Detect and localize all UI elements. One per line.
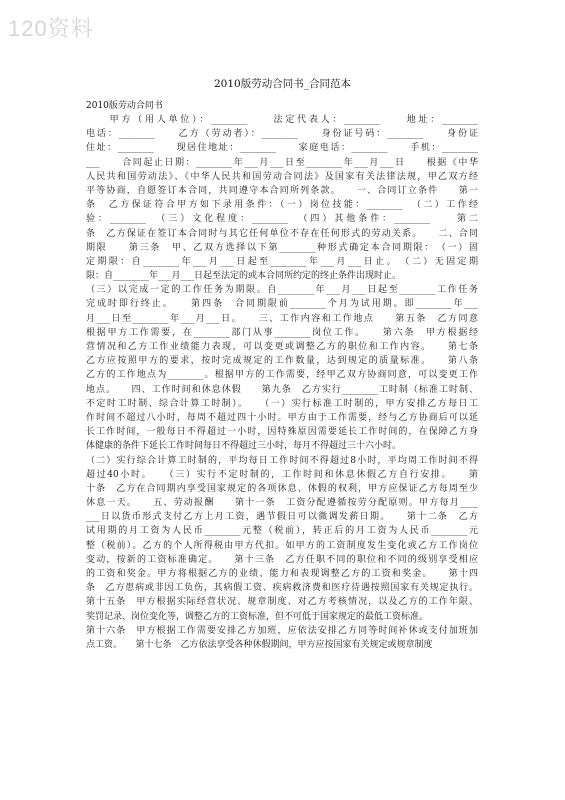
text-line: 奖罚记录、岗位变化等，调整乙方的工资标准，但不可低于国家规定的最低工资标准。 <box>86 611 429 622</box>
text-line: ___ 合同起止日期：________年___月___日至________年___月___日 根据《中华 <box>86 157 478 168</box>
text-line: 乙方的工作地点为________。根据甲方的工作需要，经甲乙双方协商同意，可以变更工作 <box>86 370 478 381</box>
text-line: 电话：________ 乙方（劳动者）：________ 身份证号码：________ 身份证 <box>86 129 478 140</box>
text-line: 长工作时间，一般每日不得超过一小时，因特殊原因需要延长工作时间的，在保障乙方身 <box>86 427 478 438</box>
text-line: 第十六条 甲方根据工作需要安排乙方加班，应依法安排乙方同等时间补休或支付加班加 <box>86 625 478 636</box>
document-title: 2010版劳动合同书_合同范本 <box>214 78 351 90</box>
text-line: 住址：________ 现居住地址：________ 家庭电话：________ 手机：________ <box>86 143 478 154</box>
text-line: （二）实行综合计算工时制的，平均每日工作时间不得超过8小时，平均周工作时间不得 <box>86 455 478 466</box>
text-line: （三）以完成一定的工作任务为期限。自________年___月___日起至________工作任务 <box>86 285 478 296</box>
text-line: 根据甲方工作需要，在________部门从事________岗位工作。 第六条 甲方根据经 <box>86 327 478 338</box>
text-line: 条 乙方保证在签订本合同时与其它任何单位不存在任何形式的劳动关系。 二、合同 <box>86 228 478 239</box>
watermark: 120资料 <box>8 16 94 41</box>
text-line: 体健康的条件下延长工作时间每日不得超过三小时，每月不得超过三十六小时。 <box>86 441 402 452</box>
text-line: 乙方应按照甲方的要求，按时完成规定的工作数量，达到规定的质量标准。 第八条 <box>86 356 478 367</box>
text-line: 十条 乙方在合同期内享受国家规定的各项休息、休假的权利，甲方应保证乙方每周至少 <box>86 483 478 494</box>
text-line: 整（税前）。乙方的个人所得税由甲方代扣。如甲方的工资制度发生变化或乙方工作岗位 <box>86 540 478 551</box>
text-line: 点工资。 第十七条 乙方依法享受各种休假期间，甲方应按国家有关规定或规章制度 <box>86 639 433 650</box>
text-line: 休息一天。 五、劳动报酬 第十一条 工资分配遵循按劳分配原则。甲方每月____ <box>86 498 478 509</box>
text-line: 试用期的月工资为人民币________元整（税前），转正后的月工资为人民币________元 <box>86 526 478 537</box>
text-line: 第十五条 甲方根据实际经营状况、规章制度、对乙方考核情况，以及乙方的工作年限、 <box>86 597 478 608</box>
text-line: 限：自________年___月___日起至法定的或本合同所约定的终止条件出现时止。 <box>86 271 402 282</box>
text-line: ___日以货币形式支付乙方上月工资，遇节假日可以微调发薪日期。 第十二条 乙方 <box>86 512 478 523</box>
text-line: 甲方（用人单位）：________ 法定代表人：________ 地址：________ <box>86 115 478 125</box>
text-line: 营情况和乙方工作业绩能力表现，可以变更或调整乙方的职位和工作内容。 第七条 <box>86 342 478 352</box>
text-line: 完成时即行终止。 第四条 合同期限前________个月为试用期。即________年___ <box>86 299 478 310</box>
text-line: 月___日至________年___月___日。 三、工作内容和工作地点 第五条 乙方同意 <box>86 313 478 324</box>
contract-body <box>86 113 478 652</box>
document-subtitle: 2010版劳动合同书 <box>86 101 163 111</box>
text-line: 作时间不超过八小时，每周不超过四十小时。甲方由于工作需要，经与乙方协商后可以延 <box>86 412 478 423</box>
text-line: 平等协商，自愿签订本合同，共同遵守本合同所列条款。 一、合同订立条件 第一 <box>86 185 478 196</box>
text-line: 超过40小时。 （三）实行不定时制的，工作时间和休息休假乙方自行安排。 第 <box>86 469 478 480</box>
text-line: 定期限：自________年___月___日起至________年___月___日止。 （二）无固定期 <box>86 256 478 267</box>
text-line: 条 乙方保证符合甲方如下录用条件：（一）岗位技能：________ （二）工作经 <box>86 200 478 211</box>
text-line: 条 乙方患病或非因工负伤，其病假工资、疾病救济费和医疗待遇按照国家有关规定执行。 <box>86 583 478 594</box>
text-line: 地点。 四、工作时间和休息休假 第九条 乙方实行________工时制（标准工时制、 <box>86 384 478 395</box>
text-line: 变动，按新的工资标准确定。 第十三条 乙方任职不同的职位和不同的级别享受相应 <box>86 554 478 565</box>
text-line: 期限 第三条 甲、乙双方选择以下第________种形式确定本合同期限： （一）固 <box>86 242 478 253</box>
text-line: 验：________ （三）文化程度：________ （四）其他条件：________ 第二 <box>86 214 478 225</box>
text-line: 的工资和奖金。甲方将根据乙方的业绩、能力和表现调整乙方的工资和奖金。 第十四 <box>86 569 478 579</box>
text-line: 不定时工时制、综合计算工时制）。 （一）实行标准工时制的，甲方安排乙方每日工 <box>86 398 478 409</box>
text-line: 人民共和国劳动法》、《中华人民共和国劳动合同法》及国家有关法律法规，甲乙双方经 <box>86 171 478 182</box>
